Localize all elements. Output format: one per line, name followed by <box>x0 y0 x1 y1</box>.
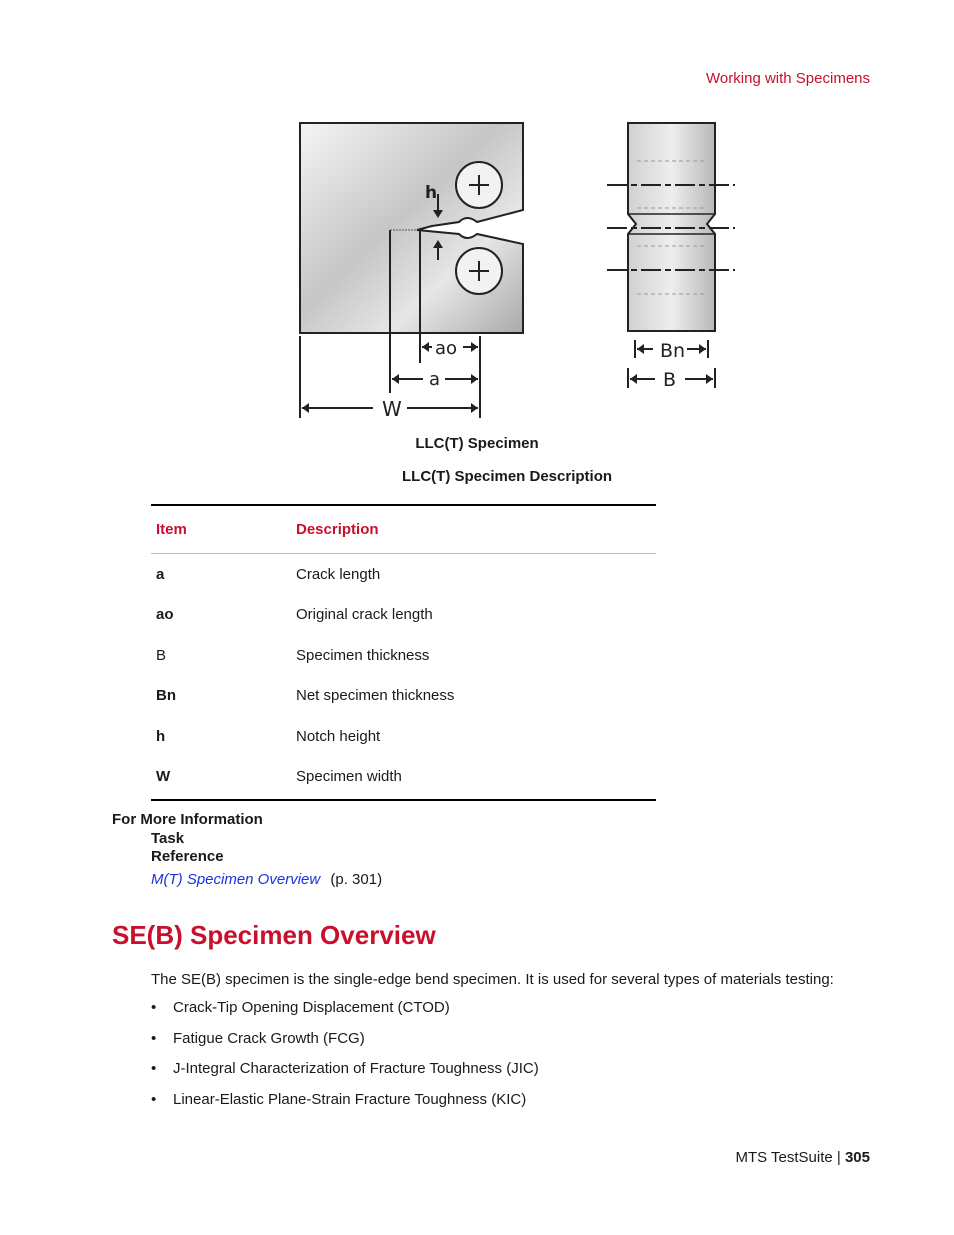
list-item-text: Linear-Elastic Plane-Strain Fracture Toughness (KIC) <box>173 1090 527 1108</box>
reference-link[interactable]: M(T) Specimen Overview <box>151 870 321 888</box>
row-description: Net specimen thickness <box>296 687 455 705</box>
specimen-diagram <box>285 118 741 423</box>
llct-specimen-figure <box>285 118 741 423</box>
table-row <box>151 554 656 595</box>
section-heading: SE(B) Specimen Overview <box>112 920 436 950</box>
more-info-reference: Reference <box>151 848 224 865</box>
reference-entry <box>112 871 382 890</box>
row-description: Original crack length <box>296 606 433 624</box>
list-item <box>151 999 539 1030</box>
table-row <box>151 757 656 798</box>
table-header-row <box>151 506 656 554</box>
header-description: Description <box>296 521 379 538</box>
bullet-icon: • <box>151 1090 157 1108</box>
more-information-block <box>112 811 382 889</box>
table-row <box>151 635 656 676</box>
list-item-text: Crack-Tip Opening Displacement (CTOD) <box>173 999 450 1016</box>
more-info-title: For More Information <box>112 811 263 828</box>
list-item <box>151 1030 539 1061</box>
row-item: h <box>156 727 166 745</box>
table-title: LLC(T) Specimen Description <box>402 468 613 485</box>
row-description: Specimen width <box>296 768 402 786</box>
page-footer <box>735 1149 870 1166</box>
testing-types-list <box>151 999 539 1121</box>
row-item: a <box>156 565 165 583</box>
list-item-text: Fatigue Crack Growth (FCG) <box>173 1029 365 1047</box>
label-B: B <box>663 369 677 391</box>
header-item: Item <box>156 521 187 538</box>
row-item: ao <box>156 606 174 624</box>
row-description: Crack length <box>296 565 381 583</box>
list-item <box>151 1060 539 1091</box>
section-intro: The SE(B) specimen is the single-edge bend specimen. It is used for several types of materials testing: <box>151 971 834 988</box>
page-number: 305 <box>844 1149 870 1166</box>
list-item-text: J-Integral Characterization of Fracture Toughness (JIC) <box>173 1060 539 1077</box>
label-h: h <box>425 183 438 203</box>
table-row <box>151 676 656 717</box>
list-item <box>151 1091 539 1122</box>
section-header-link[interactable]: Working with Specimens <box>706 70 870 87</box>
row-description: Specimen thickness <box>296 646 430 664</box>
label-a: a <box>429 369 441 390</box>
table-row <box>151 595 656 636</box>
row-item: B <box>156 646 167 664</box>
bullet-icon: • <box>151 999 157 1016</box>
row-item: W <box>156 768 171 786</box>
row-description: Notch height <box>296 727 381 745</box>
row-item: Bn <box>156 687 176 705</box>
more-info-task: Task <box>151 829 185 847</box>
table-row <box>151 716 656 757</box>
bullet-icon: • <box>151 1060 157 1077</box>
specimen-description-table <box>151 504 656 801</box>
bullet-icon: • <box>151 1029 157 1047</box>
label-W: W <box>382 397 402 421</box>
figure-caption: LLC(T) Specimen <box>415 435 539 452</box>
label-ao: ao <box>435 338 458 359</box>
label-Bn: Bn <box>660 340 686 362</box>
footer-product: MTS TestSuite | <box>735 1149 841 1166</box>
reference-page: (p. 301) <box>330 870 383 888</box>
